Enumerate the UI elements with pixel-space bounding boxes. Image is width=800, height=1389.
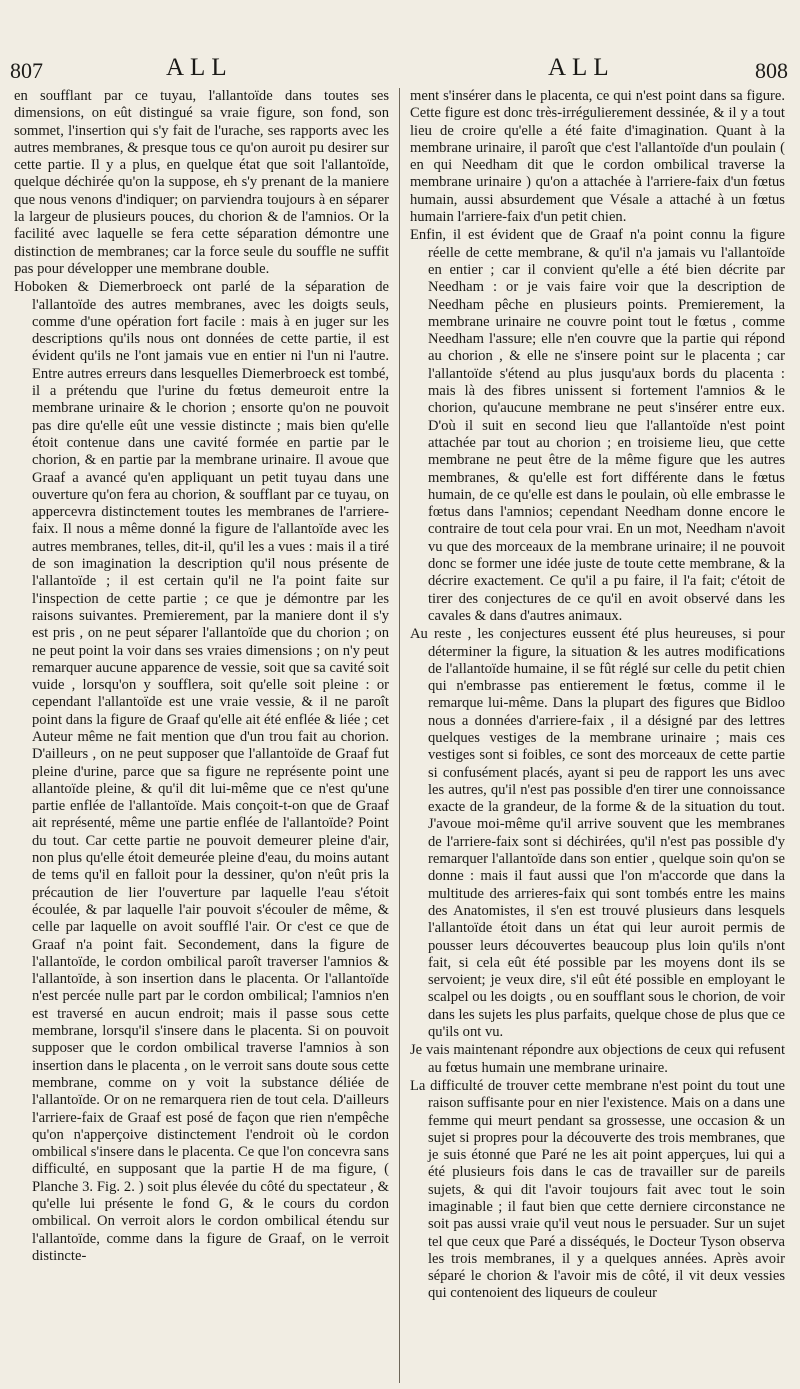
left-text-column	[14, 88, 389, 1265]
paragraph: La difficulté de trouver cette membrane n'est point du tout une raison suffisante pour en nier l'existence. Mais on a dans une femme qui meurt pendant sa grossesse, une occasion & un sujet si propres pour la découverte des trois membranes, que je suis étonné que Paré ne les ait point apperçues, lui qui a été plusieurs fois dans le cas de travailler sur de pareils sujets, & qui dit l'avoir toujours fait avec tout le soin imaginable ; il faut bien que cette derniere circonstance ne soit pas aussi vraie qu'il veut nous le persuader. Sur un sujet tel que ceux que Paré a disséqués, le Docteur Tyson observa les trois membranes, il y a quelques années. Après avoir séparé le chorion & l'avoir mis de côté, il vit deux vessies qui contenoient des liqueurs de couleur	[410, 1077, 785, 1302]
left-page-number: 807	[10, 58, 43, 83]
paragraph: Au reste , les conjectures eussent été plus heureuses, si pour déterminer la figure, la situation & les autres modifications de l'allantoïde humaine, il se fût réglé sur celle du petit chien qui n'embrasse pas entierement le fœtus, comme il le remarque lui-même. Dans la plupart des figures que Bidloo nous a données d'arriere-faix , il a désigné par des lettres quelques vestiges de la membrane urinaire ; mais ces vestiges sont si foibles, ce sont des morceaux de cette partie si confusément placés, ayant si peu de rapport les uns avec les autres, qu'il n'est pas possible d'en tirer une connoissance exacte de la grandeur, de la forme & de la situation du tout. J'avoue moi-même qu'il arrive souvent que les membranes de l'arriere-faix sont si déchirées, qu'il n'est pas possible d'y remarquer l'allantoïde dans son entier , quelque soin qu'on se donne : mais il faut aussi que l'on m'accorde que dans la multitude des arrieres-faix qui sont tombés entre les mains des Anatomistes, il s'en est trouvé plusieurs dans lesquels l'allantoïde étoit dans un état qui leur auroit permis de pousser leurs découvertes beaucoup plus loin qu'ils n'ont fait, si cela eût été possible par les moyens dont ils se servoient; je veux dire, s'il eût été possible en employant le scalpel ou les doigts , ou en soufflant sous le chorion, de voir dans les sujets les plus parfaits, quelque chose de plus que ce qu'ils ont vu.	[410, 626, 785, 1041]
right-text-column	[410, 88, 785, 1303]
paragraph: Enfin, il est évident que de Graaf n'a point connu la figure réelle de cette membrane, & qu'il n'a jamais vu l'allantoïde en entier ; car il convient qu'elle a été bien décrite par Needham : or je vais faire voir que la description de Needham pêche en plusieurs points. Premierement, la membrane urinaire ne couvre point tout le fœtus , comme Needham l'assure; elle n'en couvre que la partie qui répond au chorion , & elle ne s'insere point sur le placenta ; car l'allantoïde s'étend au plus jusqu'aux bords du placenta : mais là des fibres unissent si fortement l'amnios & le chorion, qu'aucune membrane ne peut s'insérer entre eux. D'où il suit en second lieu que l'allantoïde n'est point attachée par tout au chorion ; en troisieme lieu, que cette membrane ne peut être de la même figure que les autres membranes, & qu'elle est fort différente dans le fœtus humain, de ce qu'elle est dans le poulain, où elle embrasse le fœtus dans l'amnios; cependant Needham donne encore le contraire de tout cela pour vrai. En un mot, Needham n'avoit vu que des morceaux de la membrane urinaire; il ne pouvoit donc se former une idée juste de toute cette membrane, & la décrire exactement. Ce qu'il a pu faire, il l'a fait; c'étoit de tirer des conjectures de ce qu'il en avoit observé dans les cavales & dans d'autres animaux.	[410, 227, 785, 624]
column-divider	[399, 88, 400, 1383]
right-running-head: ALL	[548, 54, 615, 81]
paragraph: ment s'insérer dans le placenta, ce qui n'est point dans sa figure. Cette figure est donc très-irrégulierement dessinée, & il y a tout lieu de croire qu'elle a été faite d'imagination. Quant à la membrane urinaire, il paroît que c'est l'allantoïde d'un poulain ( en qui Needham dit que le cordon ombilical traverse la membrane urinaire ) qu'on a attachée à l'arriere-faix d'un fœtus humain, aussi absurdement que Vésale a attaché à un fœtus humain l'arriere-faix d'un petit chien.	[410, 88, 785, 226]
left-running-head: ALL	[166, 54, 233, 81]
page-header	[0, 52, 800, 92]
paragraph: Je vais maintenant répondre aux objections de ceux qui refusent au fœtus humain une membrane urinaire.	[410, 1042, 785, 1076]
paragraph: Hoboken & Diemerbroeck ont parlé de la séparation de l'allantoïde des autres membranes, avec les doigts seuls, comme d'une opération fort facile : mais à en juger sur les descriptions qu'ils nous ont données de cette partie, il est évident qu'ils ne l'ont jamais vue en entier ni l'un ni l'autre. Entre autres erreurs dans lesquelles Diemerbroeck est tombé, il a prétendu que l'urine du fœtus demeuroit entre la membrane urinaire & le chorion ; ensorte qu'on ne pouvoit pas dire qu'elle eût une vessie distincte ; mais bien qu'elle étoit contenue dans une cavité formée en partie par le chorion, & en partie par la membrane urinaire. Il avoue que Graaf a avancé qu'en appliquant un petit tuyau dans une ouverture qu'on fera au chorion, & soufflant par ce tuyau, on appercevra distinctement toutes les membranes de l'arriere-faix. Il nous a même donné la figure de l'allantoïde avec les autres membranes, telles, dit-il, qu'il les a vues : mais il a tiré de son imagination la description qu'il nous présente de l'allantoïde ; il est certain qu'il ne l'a point faite sur l'inspection de cette partie ; ce que je démontre par les raisons suivantes. Premierement, par la maniere dont il s'y est pris , on ne peut séparer l'allantoïde que du chorion ; on ne peut point la voir dans ses vraies dimensions ; on n'y peut remarquer aucune apparence de vessie, soit que sa cavité soit vuide , lorsqu'on y soufflera, soit qu'elle soit pleine : or cependant l'allantoïde est une vraie vessie, & il ne paroît point dans la figure de Graaf qu'elle ait été enflée & liée ; cet Auteur même ne fait mention que d'un trou fait au chorion. D'ailleurs , on ne peut supposer que l'allantoïde de Graaf fut pleine d'urine, parce que sa figure ne représente point une allantoïde pleine, & qu'il dit lui-même que ce n'est qu'une partie enflée de l'allantoïde. Mais conçoit-t-on que de Graaf ait représenté, même une partie enflée de l'allantoïde? Point du tout. Car cette partie ne pouvoit demeurer pleine d'air, non plus qu'elle étoit demeurée pleine d'eau, du moins autant de tems qu'il en falloit pour la dessiner, qu'on n'eût pris la précaution de lier l'ouverture par laquelle l'eau s'étoit écoulée, & par laquelle l'air pouvoit s'écouler de même, & celle par laquelle on avoit soufflé l'air. Or c'est ce que de Graaf n'a point fait. Secondement, dans la figure de l'allantoïde, le cordon ombilical paroît traverser l'amnios & l'allantoïde, à son insertion dans le placenta. Or l'allantoïde n'est percée nulle part par le cordon ombilical; l'amnios n'en est traversé en aucun endroit; mais il passe sous cette membrane, lorsqu'il s'insere dans le placenta. Si on pouvoit supposer que le cordon ombilical traverse l'amnios à son insertion dans le placenta , on le verroit sans doute sous cette membrane, comme on y voit la substance déliée de l'allantoïde. Or on ne remarquera rien de tout cela. D'ailleurs l'arriere-faix de Graaf est posé de façon que rien n'empêche qu'on n'apperçoive distinctement l'endroit où le cordon ombilical s'insere dans le placenta. Ce que l'on concevra sans difficulté, en supposant que la partie H de ma figure, ( Planche 3. Fig. 2. ) soit plus élevée du côté du spectateur , & qu'elle lui présente le fond G, & le cours du cordon ombilical. On verroit alors le cordon ombilical étendu sur l'allantoïde, comme dans la figure de Graaf, on le verroit distincte-	[14, 279, 390, 1264]
right-page-number: 808	[755, 58, 788, 83]
paragraph: en soufflant par ce tuyau, l'allantoïde dans toutes ses dimensions, on eût distingué sa vraie figure, son fond, son sommet, l'insertion qui s'y fait de l'urache, ses rapports avec les autres membranes, & presque tous ce qu'on auroit pu desirer sur cette partie. Il y a plus, en quelque état que soit l'allantoïde, quelque déchirée qu'on la suppose, eh s'y prenant de la maniere que nous venons d'indiquer; on parviendra toujours à en séparer la largeur de plusieurs pouces, du chorion & de l'amnios. Or la facilité avec laquelle se fera cette séparation démontre une distinction de membranes; car la force seule du souffle ne suffit pas pour développer une membrane double.	[14, 88, 389, 277]
